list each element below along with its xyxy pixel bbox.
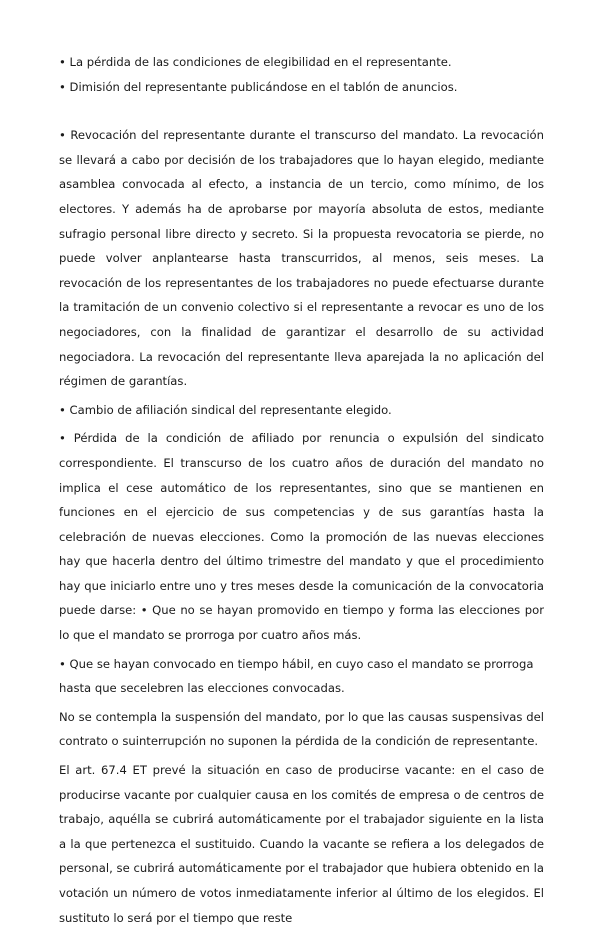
bullet-cambio-afiliacion: • Cambio de afiliación sindical del representante elegido. [59,402,392,417]
bullet-perdida-afiliado: • Pérdida de la condición de afiliado por renuncia o expulsión del sindicato correspondiente. El transcurso de los cuatro años de duración del mandato no implica el cese automático de los representantes, sino que se mantienen en funciones en el ejercicio de sus competencias y de sus garantías hasta la celebración de nuevas elecciones. Como la promoción de las nuevas elecciones hay que hacerla dentro del último trimestre del mandato y que el procedimiento hay que iniciarlo entre uno y tres meses desde la comunicación de la convocatoria puede darse: • Que no se hayan promovido en tiempo y forma las elecciones por lo que el mandato se prorroga por cuatro años más. [59,431,544,643]
spacer [59,99,544,123]
paragraph-suspension: No se contempla la suspensión del mandato, por lo que las causas suspensivas del contrato o suinterrupción no suponen la pérdida de la condición de representante. [59,709,544,749]
bullet-dimision: • Dimisión del representante publicándose en el tablón de anuncios. [59,79,458,94]
paragraph-vacante: El art. 67.4 ET prevé la situación en caso de producirse vacante: en el caso de producirse vacante por cualquier causa en los comités de empresa o de centros de trabajo, aquélla se cubrirá automáticamente por el trabajador siguiente en la lista a la que pertenezca el sustituido. Cuando la vacante se refiera a los delegados de personal, se cubrirá automáticamente por el trabajador que hubiera obtenido en la votación un número de votos inmediatamente inferior al último de los elegidos. El sustituto lo será por el tiempo que reste [59,763,544,925]
bullet-revocacion: • Revocación del representante durante el transcurso del mandato. La revocación se llevará a cabo por decisión de los trabajadores que lo hayan elegido, mediante asamblea convocada al efecto, a instancia de un tercio, como mínimo, de los electores. Y además ha de aprobarse por mayoría absoluta de estos, mediante sufragio personal libre directo y secreto. Si la propuesta revocatoria se pierde, no puede volver anplantearse hasta transcurridos, al menos, seis meses. La revocación de los representantes de los trabajadores no puede efectuarse durante la tramitación de un convenio colectivo si el representante a revocar es uno de los negociadores, con la finalidad de garantizar el desarrollo de su actividad negociadora. La revocación del representante lleva aparejada la no aplicación del régimen de garantías. [59,128,544,389]
document-page [59,50,544,930]
bullet-elegibilidad: • La pérdida de las condiciones de elegibilidad en el representante. [59,55,452,69]
bullet-convocado-tiempo: • Que se hayan convocado en tiempo hábil, en cuyo caso el mandato se prorroga hasta que secelebren las elecciones convocadas. [59,656,534,696]
